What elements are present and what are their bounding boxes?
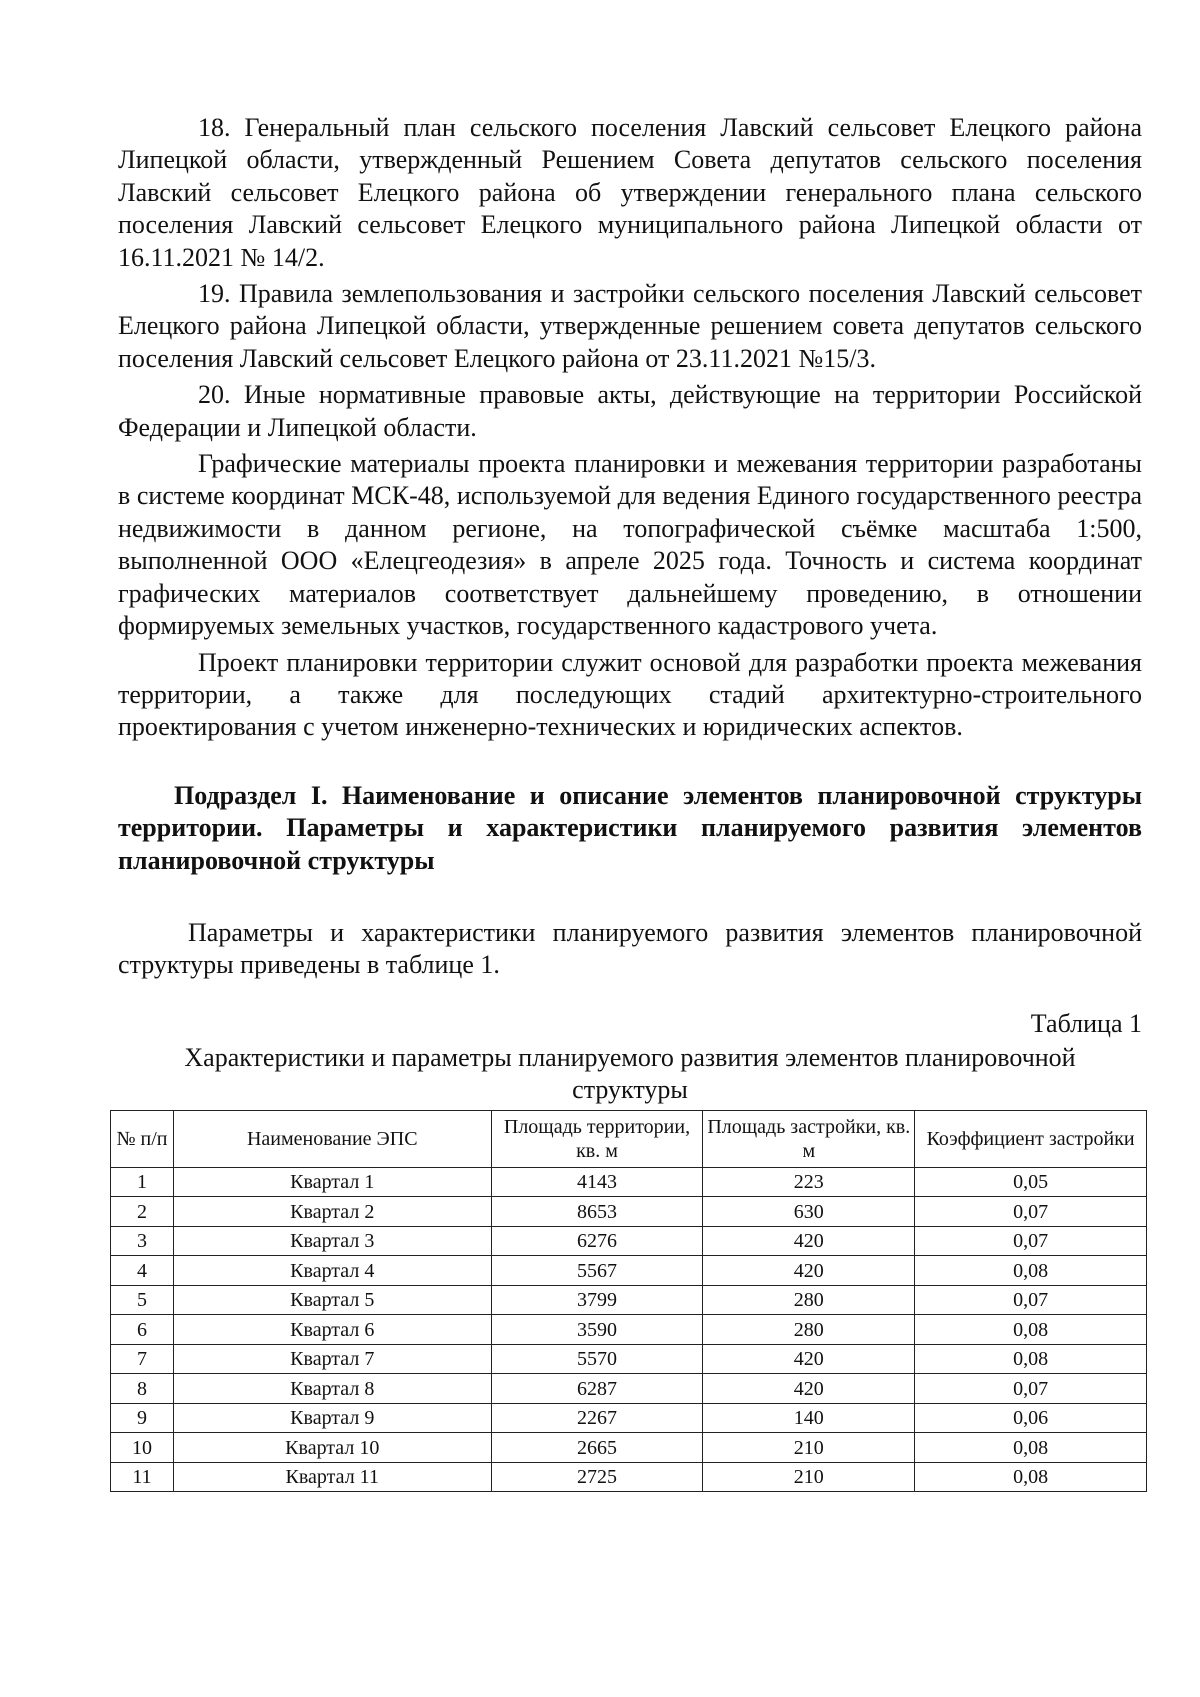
cell-number: 4 [111, 1256, 174, 1286]
cell-number: 10 [111, 1433, 174, 1463]
cell-building-ratio: 0,08 [915, 1433, 1147, 1463]
header-building-ratio: Коэффициент застройки [915, 1110, 1147, 1167]
cell-territory-area: 2725 [491, 1462, 703, 1492]
cell-territory-area: 4143 [491, 1167, 703, 1197]
cell-building-area: 280 [703, 1315, 915, 1345]
cell-territory-area: 5570 [491, 1344, 703, 1374]
cell-building-area: 140 [703, 1403, 915, 1433]
cell-eps-name: Квартал 1 [173, 1167, 491, 1197]
cell-building-area: 420 [703, 1374, 915, 1404]
cell-eps-name: Квартал 2 [173, 1197, 491, 1227]
cell-number: 3 [111, 1226, 174, 1256]
cell-eps-name: Квартал 5 [173, 1285, 491, 1315]
cell-eps-name: Квартал 8 [173, 1374, 491, 1404]
cell-building-ratio: 0,07 [915, 1374, 1147, 1404]
table-row [111, 1197, 1147, 1227]
header-building-area: Площадь застройки, кв. м [703, 1110, 915, 1167]
cell-number: 11 [111, 1462, 174, 1492]
table-row [111, 1315, 1147, 1345]
cell-eps-name: Квартал 7 [173, 1344, 491, 1374]
cell-number: 2 [111, 1197, 174, 1227]
cell-number: 5 [111, 1285, 174, 1315]
cell-number: 1 [111, 1167, 174, 1197]
cell-building-area: 630 [703, 1197, 915, 1227]
header-number: № п/п [111, 1110, 174, 1167]
cell-eps-name: Квартал 6 [173, 1315, 491, 1345]
cell-building-area: 223 [703, 1167, 915, 1197]
cell-territory-area: 6287 [491, 1374, 703, 1404]
cell-building-area: 210 [703, 1462, 915, 1492]
cell-territory-area: 8653 [491, 1197, 703, 1227]
cell-territory-area: 3799 [491, 1285, 703, 1315]
cell-building-ratio: 0,08 [915, 1462, 1147, 1492]
document-page [118, 112, 1142, 1492]
table-intro-text: Параметры и характеристики планируемого развития элементов планировочной структуры приведены в таблице 1. [118, 917, 1142, 980]
cell-territory-area: 5567 [491, 1256, 703, 1286]
paragraph-planning-project: Проект планировки территории служит основой для разработки проекта межевания территории, а также для последующих стадий архитектурно-строительного проектирования с учетом инженерно-технических и юридических аспектов. [118, 647, 1142, 742]
table-row [111, 1462, 1147, 1492]
paragraph-item-18: 18. Генеральный план сельского поселения Лавский сельсовет Елецкого района Липецкой области, утвержденный Решением Совета депутатов сельского поселения Лавский сельсовет Елецкого района об утверждении генерального плана сельского поселения Лавский сельсовет Елецкого муниципального района Липецкой области от 16.11.2021 № 14/2. [118, 113, 1142, 272]
cell-building-ratio: 0,07 [915, 1197, 1147, 1227]
table-row [111, 1256, 1147, 1286]
cell-building-ratio: 0,07 [915, 1226, 1147, 1256]
table-number: Таблица 1 [1030, 1008, 1142, 1038]
table-row [111, 1403, 1147, 1433]
cell-territory-area: 2267 [491, 1403, 703, 1433]
cell-number: 7 [111, 1344, 174, 1374]
cell-eps-name: Квартал 3 [173, 1226, 491, 1256]
cell-building-area: 210 [703, 1433, 915, 1463]
cell-building-ratio: 0,08 [915, 1315, 1147, 1345]
cell-number: 6 [111, 1315, 174, 1345]
cell-building-area: 420 [703, 1344, 915, 1374]
cell-eps-name: Квартал 10 [173, 1433, 491, 1463]
table-header-row [111, 1110, 1147, 1167]
cell-eps-name: Квартал 4 [173, 1256, 491, 1286]
table-row [111, 1285, 1147, 1315]
paragraph-graphic-materials: Графические материалы проекта планировки и межевания территории разработаны в системе координат МСК-48, используемой для ведения Единого государственного реестра недвижимости в данном регионе, на топографической съёмке масштаба 1:500, выполненной ООО «Елецгеодезия» в апреле 2025 года. Точность и система координат графических материалов соответствует дальнейшему проведению, в отношении формируемых земельных участков, государственного кадастрового учета. [118, 449, 1142, 641]
header-territory-area: Площадь территории, кв. м [491, 1110, 703, 1167]
cell-building-ratio: 0,08 [915, 1256, 1147, 1286]
cell-eps-name: Квартал 11 [173, 1462, 491, 1492]
cell-building-ratio: 0,08 [915, 1344, 1147, 1374]
paragraph-item-20: 20. Иные нормативные правовые акты, действующие на территории Российской Федерации и Липецкой области. [118, 380, 1142, 442]
cell-building-area: 280 [703, 1285, 915, 1315]
cell-building-ratio: 0,06 [915, 1403, 1147, 1433]
cell-territory-area: 2665 [491, 1433, 703, 1463]
eps-parameters-table [110, 1110, 1147, 1493]
cell-eps-name: Квартал 9 [173, 1403, 491, 1433]
cell-building-area: 420 [703, 1226, 915, 1256]
header-eps-name: Наименование ЭПС [173, 1110, 491, 1167]
paragraph-item-19: 19. Правила землепользования и застройки сельского поселения Лавский сельсовет Елецкого района Липецкой области, утвержденные решением совета депутатов сельского поселения Лавский сельсовет Елецкого района от 23.11.2021 №15/3. [118, 279, 1142, 373]
cell-building-ratio: 0,07 [915, 1285, 1147, 1315]
table-row [111, 1226, 1147, 1256]
table-caption: Характеристики и параметры планируемого развития элементов планировочной структуры [184, 1042, 1076, 1104]
subsection-heading: Подраздел I. Наименование и описание элементов планировочной структуры территории. Параметры и характеристики планируемого развития элементов планировочной структуры [118, 780, 1142, 875]
table-row [111, 1433, 1147, 1463]
cell-territory-area: 6276 [491, 1226, 703, 1256]
cell-building-area: 420 [703, 1256, 915, 1286]
table-row [111, 1167, 1147, 1197]
cell-number: 8 [111, 1374, 174, 1404]
cell-number: 9 [111, 1403, 174, 1433]
cell-building-ratio: 0,05 [915, 1167, 1147, 1197]
cell-territory-area: 3590 [491, 1315, 703, 1345]
table-row [111, 1374, 1147, 1404]
table-row [111, 1344, 1147, 1374]
